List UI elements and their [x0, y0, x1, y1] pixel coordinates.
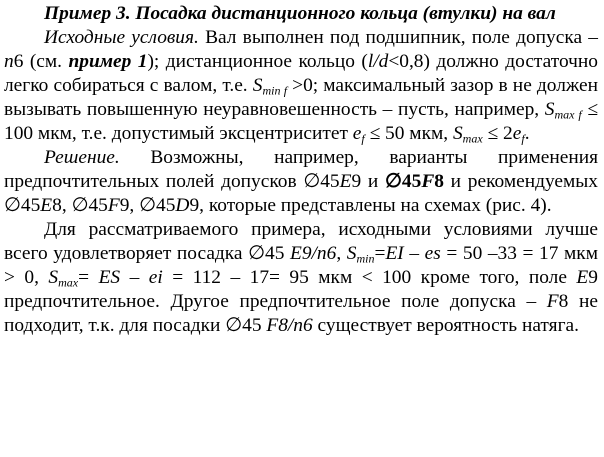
text-segment: и [361, 171, 386, 192]
initial-conditions-label: Исходные условия. [44, 27, 199, 48]
initial-conditions-paragraph [4, 26, 598, 146]
tolerance-field-grade: 8 [52, 195, 62, 216]
deviation-symbol: es [424, 243, 441, 264]
text-segment: , [61, 195, 72, 216]
document-page [4, 2, 598, 338]
deviation-symbol: ei [148, 267, 163, 288]
fit-designation: F8/n6 [266, 315, 313, 336]
tolerance-field-letter: E [576, 267, 589, 288]
clearance-symbol: S [544, 99, 555, 120]
text-segment: = 50 –33 = 17 мкм > 0, [4, 243, 598, 288]
text-segment: = [374, 243, 386, 264]
text-segment: = 112 – 17= 95 мкм < 100 кроме того, поле [162, 267, 577, 288]
text-segment: предпочтительное. Другое предпочтительное поле допуска – [4, 291, 547, 312]
tolerance-field-letter: F [421, 171, 435, 192]
text-segment: , [336, 243, 347, 264]
text-segment: существует вероятность натяга. [312, 315, 579, 336]
example-reference: пример 1 [68, 51, 148, 72]
eccentricity-symbol: e [352, 123, 362, 144]
text-segment: (см. [23, 51, 69, 72]
clearance-symbol: S [252, 75, 263, 96]
text-segment: ); дистанционное кольцо ( [147, 51, 368, 72]
example-title: Пример 3. Посадка дистанционного кольца (втулки) на вал [44, 3, 556, 24]
clearance-subscript: min [356, 251, 375, 266]
text-segment: >0; максимальный зазор в не должен вызывать повышенную неуравновешенность – пусть, например, [4, 75, 598, 120]
eccentricity-subscript: f [521, 131, 525, 146]
text-segment: и рекомендуемых [443, 171, 598, 192]
eccentricity-symbol: e [512, 123, 522, 144]
solution-paragraph [4, 146, 598, 218]
text-segment: ≤ 100 мкм, т.е. допустимый эксцентриситет [4, 99, 598, 144]
fit-designation: E9/n6 [290, 243, 337, 264]
clearance-subscript: max [58, 275, 79, 290]
tolerance-field-grade: 9 [119, 195, 130, 216]
deviation-symbol: ES [98, 267, 121, 288]
tolerance-field-letter: E [40, 195, 53, 216]
tolerance-field-grade: 9 [189, 195, 200, 216]
text-segment: Для рассматриваемого примера, исходными условиями лучше всего удовлетворяет посадка [4, 219, 598, 264]
deviation-symbol: EI [385, 243, 404, 264]
clearance-symbol: S [346, 243, 357, 264]
text-segment: – [403, 243, 425, 264]
tolerance-field-letter: F [107, 195, 120, 216]
diameter-value: ∅45 [225, 315, 267, 336]
clearance-symbol: S [452, 123, 463, 144]
diameter-value: ∅45 [248, 243, 290, 264]
solution-label: Решение. [44, 147, 120, 168]
text-segment: ≤ 2 [482, 123, 513, 144]
text-segment: = [78, 267, 99, 288]
text-segment: . [524, 123, 530, 144]
tolerance-field-grade: 9 [351, 171, 362, 192]
tolerance-field-letter: E [339, 171, 352, 192]
tolerance-field-grade: 8 [558, 291, 569, 312]
text-segment: Возможны, например, варианты применения предпочтительных полей допусков [4, 147, 598, 192]
clearance-subscript: max f [554, 107, 582, 122]
text-segment: , которые представлены на схемах (рис. 4). [199, 195, 552, 216]
clearance-subscript: max [462, 131, 483, 146]
diameter-value: ∅45 [71, 195, 108, 216]
ratio-symbol: l/d [367, 51, 389, 72]
analysis-paragraph [4, 218, 598, 338]
eccentricity-subscript: f [361, 131, 365, 146]
clearance-symbol: S [48, 267, 59, 288]
tolerance-field-grade: 9 [588, 267, 598, 288]
tolerance-field-grade: 6 [13, 51, 24, 72]
text-segment: , [129, 195, 140, 216]
tolerance-field-letter: F [546, 291, 559, 312]
diameter-value: ∅45 [4, 195, 41, 216]
text-segment: не подходит, т.к. для посадки [4, 291, 598, 336]
text-segment: Вал выполнен под подшипник, поле допуска – [198, 27, 598, 48]
text-segment: <0,8) должно достаточно легко собираться с валом, т.е. [4, 51, 598, 96]
text-segment: – [120, 267, 149, 288]
clearance-subscript: min f [262, 83, 288, 98]
diameter-value: ∅45 [303, 171, 340, 192]
diameter-value: ∅45 [139, 195, 176, 216]
text-segment: ≤ 50 мкм, [364, 123, 453, 144]
diameter-value: ∅45 [385, 171, 422, 192]
tolerance-field-grade: 8 [434, 171, 444, 192]
tolerance-field-letter: D [175, 195, 190, 216]
tolerance-field-letter: n [4, 51, 14, 72]
